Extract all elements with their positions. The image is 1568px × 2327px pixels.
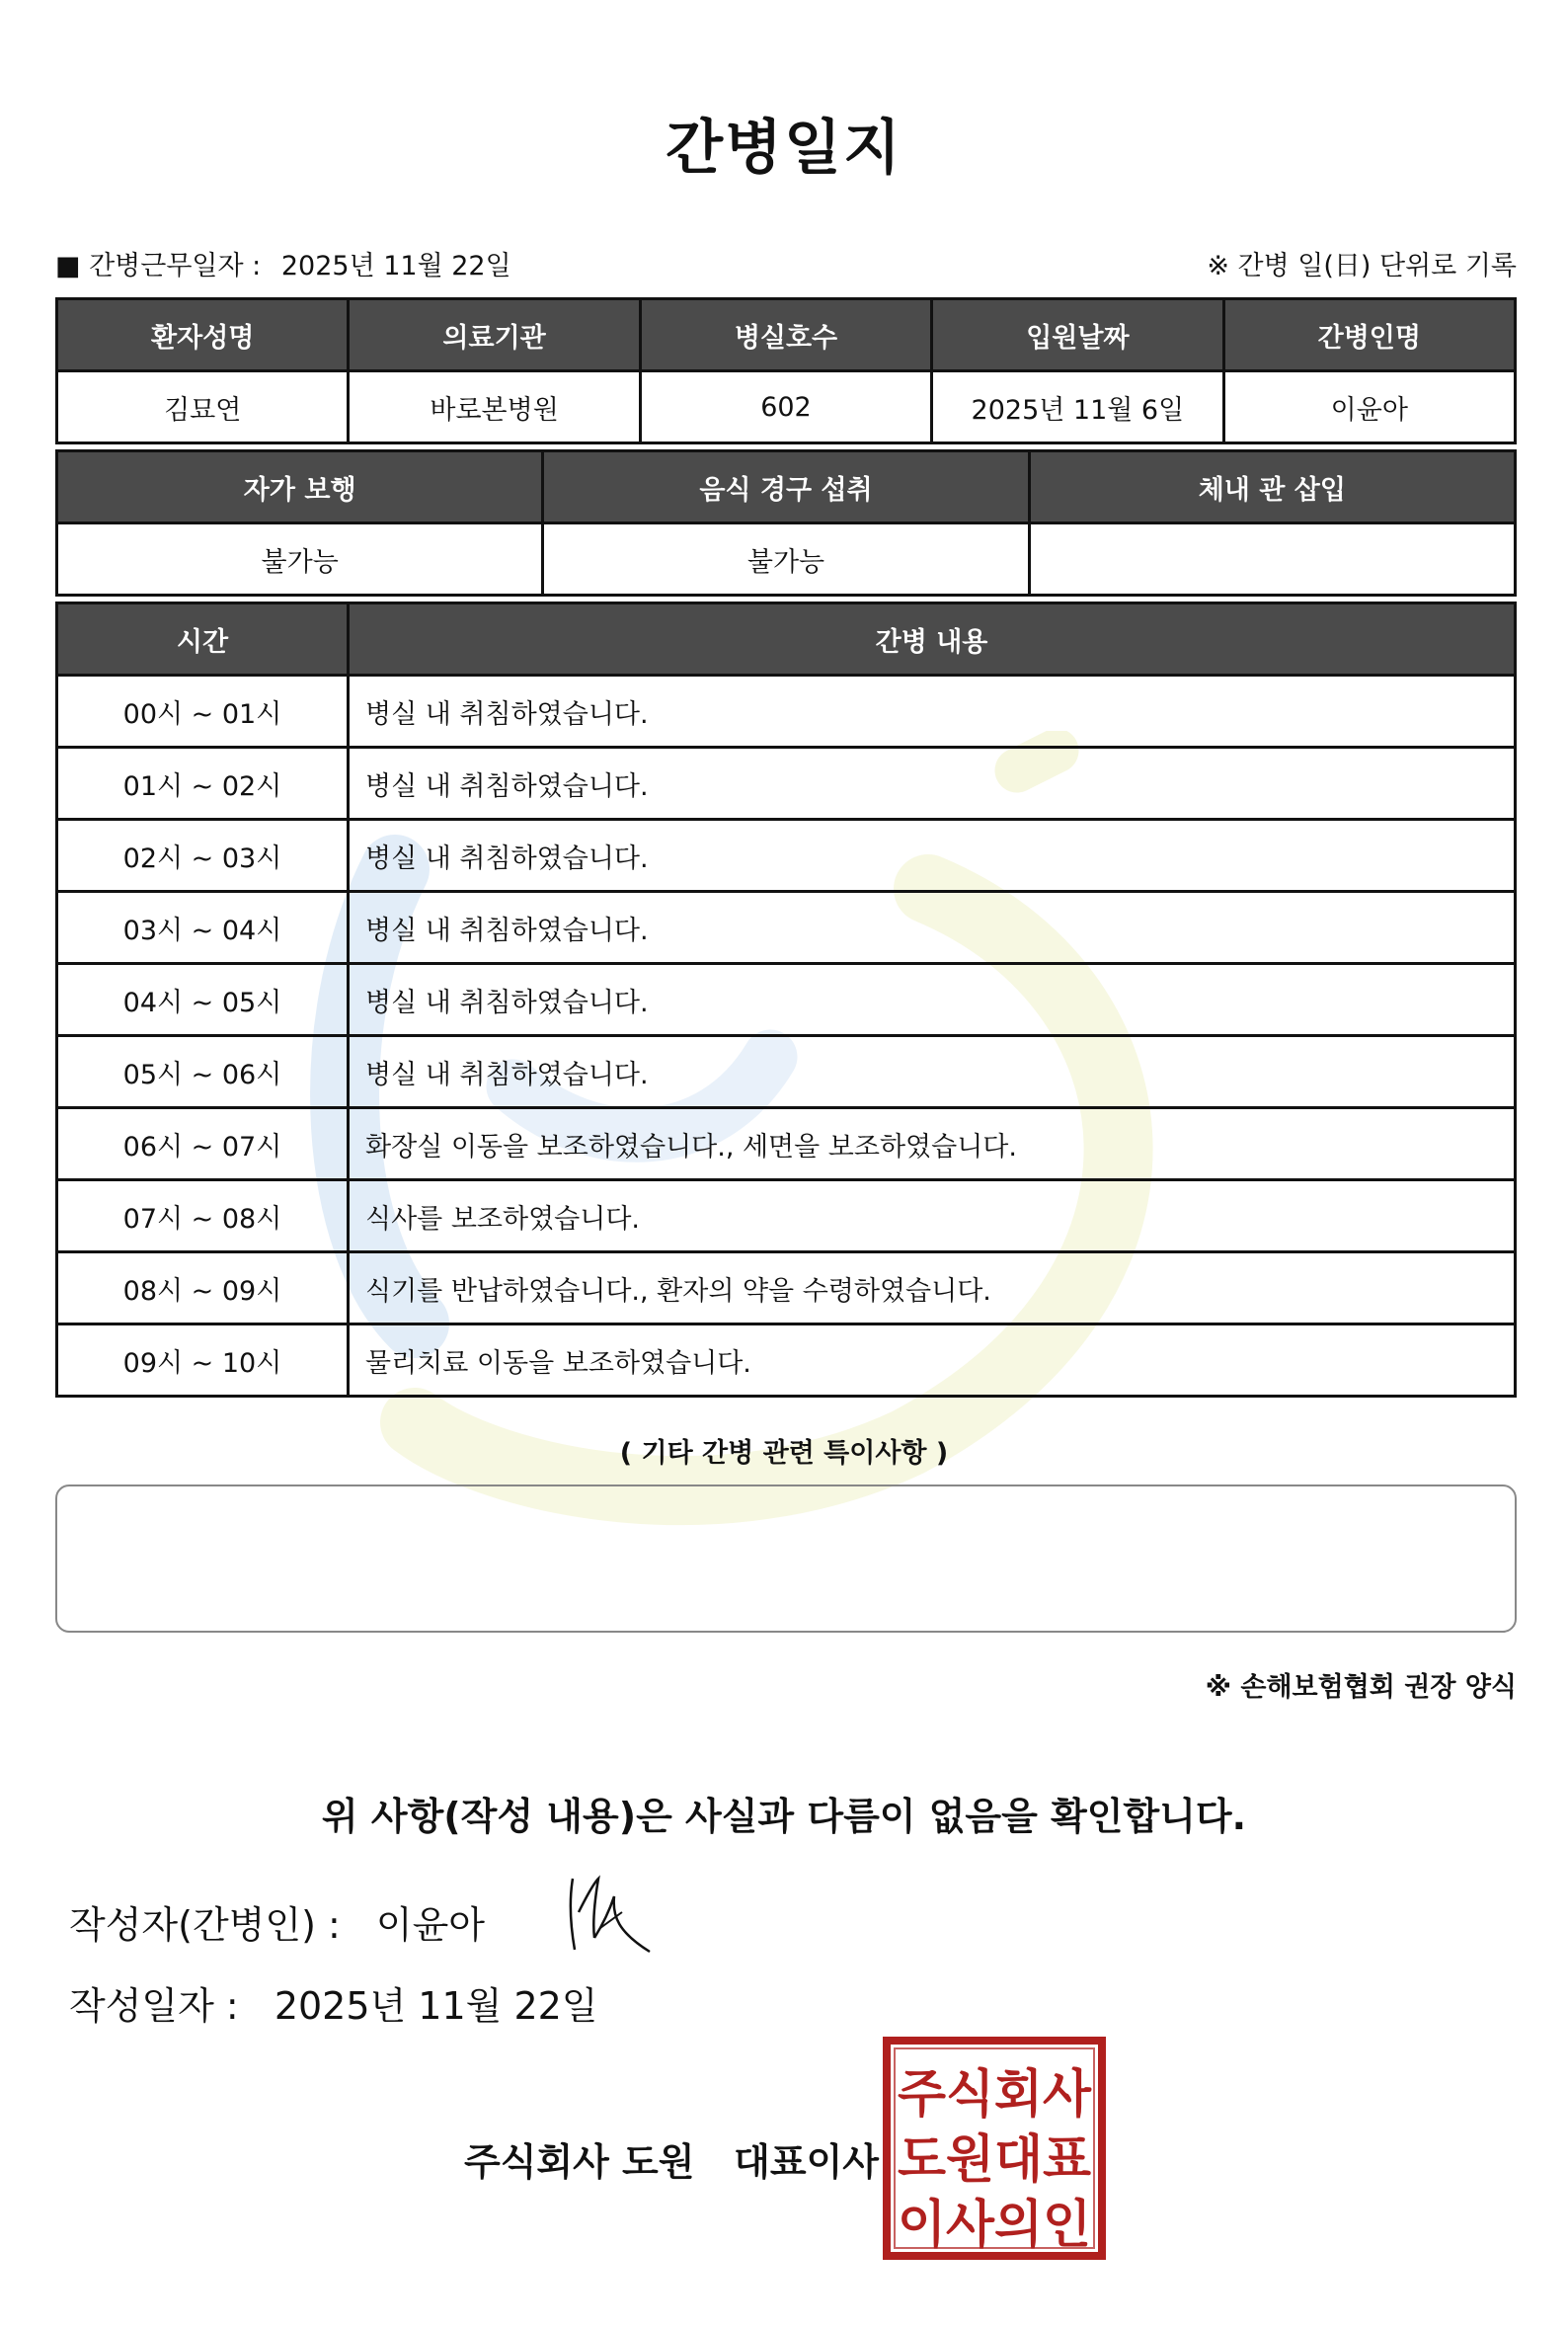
seal-line: 이사의인 (898, 2196, 1091, 2255)
log-content: 병실 내 취침하였습니다. (349, 748, 1516, 820)
log-content: 병실 내 취침하였습니다. (349, 892, 1516, 964)
header-hospital: 의료기관 (349, 299, 640, 371)
patient-status-table (55, 449, 1517, 597)
header-caregiver-name: 간병인명 (1223, 299, 1515, 371)
table-row (57, 1180, 1516, 1252)
company-seal-stamp (883, 2037, 1106, 2260)
header-care-content: 간병 내용 (349, 603, 1516, 676)
signature-image (565, 1873, 654, 1958)
log-time: 01시 ~ 02시 (57, 748, 349, 820)
log-content: 화장실 이동을 보조하였습니다., 세면을 보조하였습니다. (349, 1108, 1516, 1180)
table-row (57, 748, 1516, 820)
patient-name: 김묘연 (57, 371, 349, 443)
writer-line (69, 1894, 485, 1949)
remarks-box (55, 1484, 1517, 1633)
patient-info-table (55, 297, 1517, 444)
room-number: 602 (640, 371, 931, 443)
header-self-walking: 자가 보행 (57, 451, 543, 523)
log-time: 09시 ~ 10시 (57, 1324, 349, 1397)
log-time: 00시 ~ 01시 (57, 676, 349, 748)
work-date-label: ■ 간병근무일자 : (55, 251, 262, 281)
table-row (57, 676, 1516, 748)
confirmation-statement: 위 사항(작성 내용)은 사실과 다름이 없음을 확인합니다. (321, 1795, 1247, 1838)
header-tube-insertion: 체내 관 삽입 (1029, 451, 1515, 523)
header-room-number: 병실호수 (640, 299, 931, 371)
seal-line: 도원대표 (898, 2130, 1091, 2190)
oral-intake-value: 불가능 (543, 523, 1029, 596)
table-row (57, 1108, 1516, 1180)
writer-name: 이윤아 (375, 1903, 485, 1947)
recommended-form-note: ※ 손해보험협회 권장 양식 (1205, 1672, 1517, 1703)
admission-date: 2025년 11월 6일 (932, 371, 1223, 443)
write-date-line (69, 1975, 598, 2030)
care-log-table (55, 602, 1517, 1398)
log-time: 05시 ~ 06시 (57, 1036, 349, 1108)
tube-insertion-value (1029, 523, 1515, 596)
remarks-title: ( 기타 간병 관련 특이사항 ) (619, 1438, 949, 1469)
header-time: 시간 (57, 603, 349, 676)
header-admission-date: 입원날짜 (932, 299, 1223, 371)
table-row (57, 964, 1516, 1036)
log-content: 식기를 반납하였습니다., 환자의 약을 수령하였습니다. (349, 1252, 1516, 1324)
header-oral-intake: 음식 경구 섭취 (543, 451, 1029, 523)
self-walking-value: 불가능 (57, 523, 543, 596)
log-time: 04시 ~ 05시 (57, 964, 349, 1036)
table-row (57, 1324, 1516, 1397)
log-time: 07시 ~ 08시 (57, 1180, 349, 1252)
log-content: 병실 내 취침하였습니다. (349, 820, 1516, 892)
table-row (57, 1036, 1516, 1108)
table-row (57, 1252, 1516, 1324)
log-content: 병실 내 취침하였습니다. (349, 1036, 1516, 1108)
page-title: 간병일지 (666, 114, 902, 183)
work-date-line (55, 244, 511, 282)
header-patient-name: 환자성명 (57, 299, 349, 371)
seal-line: 주식회사 (898, 2065, 1092, 2125)
work-date-value: 2025년 11월 22일 (280, 251, 511, 281)
log-content: 물리치료 이동을 보조하였습니다. (349, 1324, 1516, 1397)
table-row (57, 820, 1516, 892)
table-row (57, 892, 1516, 964)
log-time: 08시 ~ 09시 (57, 1252, 349, 1324)
write-date-label: 작성일자 : (69, 1984, 239, 2028)
company-representative: 주식회사 도원 대표이사 (464, 2140, 879, 2184)
record-unit-note: ※ 간병 일(日) 단위로 기록 (1207, 251, 1517, 281)
caregiver-name: 이윤아 (1223, 371, 1515, 443)
log-content: 병실 내 취침하였습니다. (349, 676, 1516, 748)
log-content: 병실 내 취침하였습니다. (349, 964, 1516, 1036)
log-time: 03시 ~ 04시 (57, 892, 349, 964)
log-time: 02시 ~ 03시 (57, 820, 349, 892)
write-date-value: 2025년 11월 22일 (274, 1984, 598, 2028)
hospital-name: 바로본병원 (349, 371, 640, 443)
log-content: 식사를 보조하였습니다. (349, 1180, 1516, 1252)
log-time: 06시 ~ 07시 (57, 1108, 349, 1180)
writer-label: 작성자(간병인) : (69, 1903, 341, 1947)
